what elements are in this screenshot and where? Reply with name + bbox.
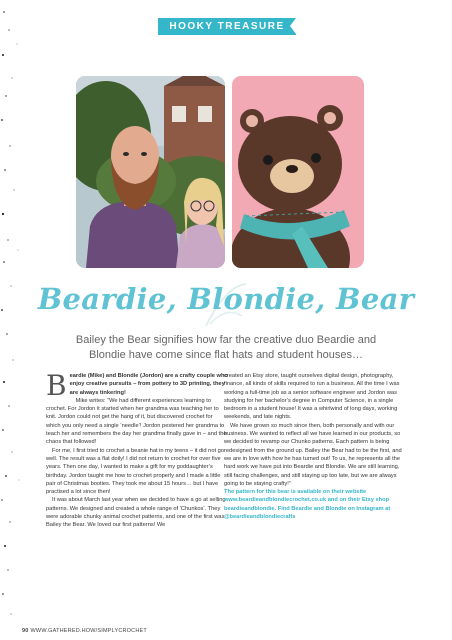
- page-folio: [22, 628, 147, 634]
- paragraph: created an Etsy store, taught ourselves digital design, photography, finance, all kinds of skills required to run a business. All the time I was working a full-time job as a senior software engineer and Jordon was studying for her bachelor’s degree in Computer Science, in a single bedroom in a student house! It was a whirlwind of long days, working weekends, and late nights.: [224, 373, 400, 421]
- paragraph: We have grown so much since then, both personally and with our business. We wanted to reflect all we have learned in our products, so we decided to revamp our Chunko patterns. Each pattern is being redesigned from the ground up. Bailey the Bear had to be the first, and we are in love with how he has turned out! To us, he represents all the hard work we have put into Beardie and Blondie. We are still learning, still facing challenges, and still staying up too late, but we are always going to be staying crafty!”: [224, 422, 402, 487]
- article-title: Beardie, Blondie, Bear: [37, 282, 415, 316]
- drop-cap: B: [46, 369, 67, 402]
- pattern-info: The pattern for this bear is available on their website www.beardieandblondiecrochet.co.uk and on their Etsy shop beardieandblondie. Find Beardie and Blondie on Instagram at @beardieandblondiecrafts: [224, 489, 391, 521]
- article-standfirst: Bailey the Bear signifies how far the creative duo Beardie and Blondie have come since flat hats and student houses…: [75, 334, 377, 361]
- article-intro: eardie (Mike) and Blondie (Jordon) are a crafty couple who enjoy creative pursuits – from pottery to 3D printing, they are always tinkering!: [69, 373, 228, 396]
- article-column-right: [224, 372, 406, 521]
- article-column-left: [46, 369, 228, 530]
- paragraph: Mike writes: “We had different experiences learning to crochet. For Jordon it started when her grandma was teaching her to knit. Jordon could not get the hang of it, but discovered crochet for which you only need a single ‘needle’! Jordon pestered her grandma to teach her and remembers the day her grandma finally gave in – and the chaos that followed!: [46, 397, 227, 446]
- paragraph: It was about March last year when we decided to have a go at selling patterns. We designed and created a whole range of ‘Chunkos’. They were adorable chunky animal crochet patterns, and one of the first was Bailey the Bear. We loved our first patterns! We: [46, 497, 226, 529]
- bear-photo: [232, 76, 364, 268]
- section-banner: HOOKY TREASURE: [158, 18, 296, 35]
- magazine-url: WWW.GATHERED.HOW/SIMPLYCROCHET: [30, 628, 147, 634]
- banner-notch-right: [290, 18, 296, 34]
- couple-photo: [76, 76, 225, 268]
- paragraph: For me, I first tried to crochet a beanie hat in my teens – it did not go well. The result was a flat doily! I did not return to crochet for over five years. Then one day, I wanted to make a gift for my goddaughter’s birthday. Jordon taught me how to crochet properly and I made a little pair of Christmas booties. They took me about 15 hours… but I have practised a lot since then!: [46, 447, 224, 496]
- page-number: 90: [22, 628, 29, 634]
- speckle-border: [0, 0, 30, 640]
